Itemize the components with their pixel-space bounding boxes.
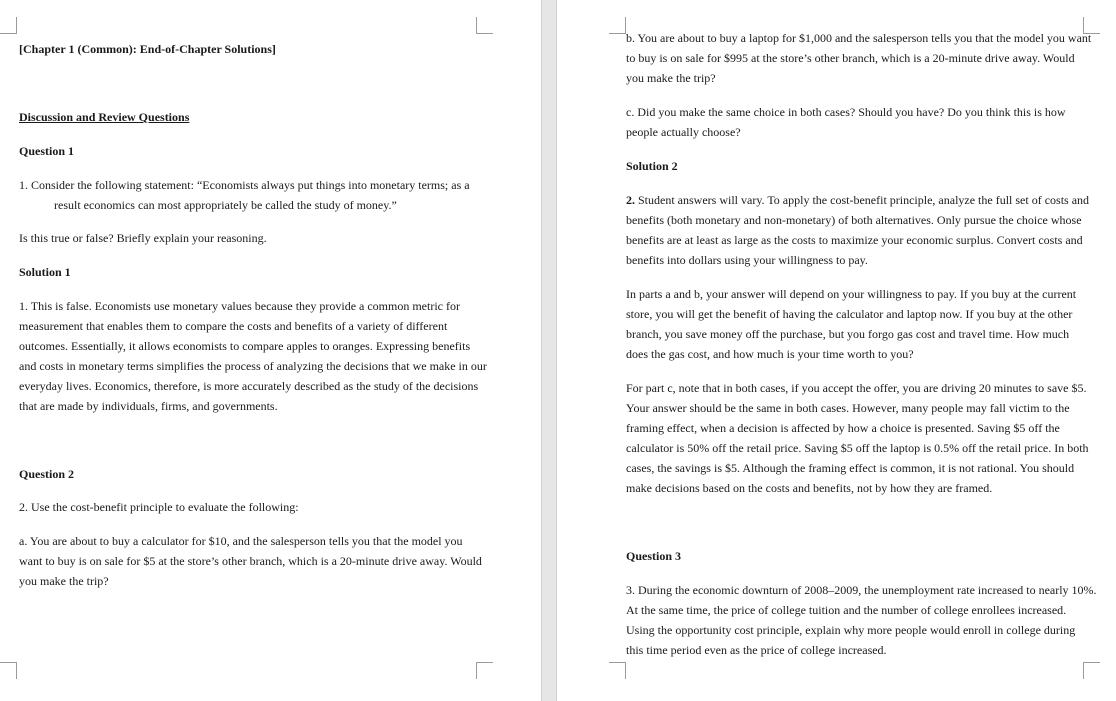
page-gutter xyxy=(541,0,557,701)
question-3-line: this time period even as the price of college increased. xyxy=(626,643,887,657)
question-1-text: result economics can most appropriately be called the study of money.” xyxy=(54,198,397,212)
solution-1-line: outcomes. Essentially, it allows economists to compare apples to oranges. Expressing benefits xyxy=(19,339,471,353)
solution-2-line: Your answer should be the same in both cases. However, many people may fall victim to the xyxy=(626,401,1070,415)
question-2-heading: Question 2 xyxy=(19,467,75,481)
solution-2-line: framing effect, when a decision is affected by how a choice is presented. Saving $5 off the xyxy=(626,421,1060,435)
question-3-line: Using the opportunity cost principle, explain why more people would enroll in college during xyxy=(626,623,1076,637)
solution-1-line: and costs in monetary terms simplifies the process of analyzing the decisions that we make in our xyxy=(19,359,487,373)
question-3-line: At the same time, the price of college tuition and the number of college enrollees increased. xyxy=(626,603,1067,617)
crop-mark-top-left xyxy=(609,17,626,34)
crop-mark-bottom-right xyxy=(1083,662,1100,679)
crop-mark-bottom-left xyxy=(0,662,17,679)
solution-1-line: 1. This is false. Economists use monetary values because they provide a common metric for xyxy=(19,299,460,313)
solution-2-line: benefits are at least as large as the costs to maximize your economic surplus. Convert costs and xyxy=(626,233,1083,247)
solution-2-line: In parts a and b, your answer will depend on your willingness to pay. If you buy at the current xyxy=(626,287,1077,301)
solution-2-number: 2. xyxy=(626,193,635,207)
solution-1-line: that are made by individuals, firms, and governments. xyxy=(19,399,278,413)
solution-2-line: calculator is 50% off the retail price. Saving $5 off the laptop is 0.5% off the retail price. In both xyxy=(626,441,1089,455)
solution-2-text: Student answers will vary. To apply the cost-benefit principle, analyze the full set of costs and xyxy=(635,193,1090,207)
solution-2-line: does the gas cost, and how much is your time worth to you? xyxy=(626,347,914,361)
left-page xyxy=(0,0,541,701)
question-3-heading: Question 3 xyxy=(626,549,682,563)
crop-mark-bottom-right xyxy=(476,662,493,679)
question-2b-line: b. You are about to buy a laptop for $1,000 and the salesperson tells you that the model you want xyxy=(626,31,1092,45)
solution-1-line: measurement that enables them to compare the costs and benefits of a variety of different xyxy=(19,319,448,333)
crop-mark-bottom-left xyxy=(609,662,626,679)
question-2a-line: want to buy is on sale for $5 at the store’s other branch, which is a 20-minute drive away. Would xyxy=(19,554,482,568)
question-2a-line: you make the trip? xyxy=(19,574,109,588)
chapter-heading: [Chapter 1 (Common): End-of-Chapter Solutions] xyxy=(19,42,276,56)
solution-1-heading: Solution 1 xyxy=(19,265,71,279)
solution-2-line: branch, you save money off the purchase, but you forgo gas cost and travel time. How much xyxy=(626,327,1070,341)
solution-2-line: benefits into dollars using your willingness to pay. xyxy=(626,253,868,267)
question-2b-line: you make the trip? xyxy=(626,71,716,85)
right-page xyxy=(557,0,1116,701)
solution-2-line: cases, the savings is $5. Although the framing effect is common, it is not rational. You should xyxy=(626,461,1075,475)
crop-mark-top-right xyxy=(476,17,493,34)
question-3-line: 3. During the economic downturn of 2008–2009, the unemployment rate increased to nearly 10%. xyxy=(626,583,1097,597)
question-2b-line: to buy is on sale for $995 at the store’s other branch, which is a 20-minute drive away. Would xyxy=(626,51,1075,65)
solution-2-line: For part c, note that in both cases, if you accept the offer, you are driving 20 minutes to save $5. xyxy=(626,381,1087,395)
solution-2-line: benefits (both monetary and non-monetary) of both alternatives. Only pursue the choice whose xyxy=(626,213,1082,227)
solution-2-line: store, you will get the benefit of having the calculator and laptop now. If you buy at the other xyxy=(626,307,1073,321)
solution-2-line: make decisions based on the costs and benefits, not by how they are framed. xyxy=(626,481,993,495)
solution-2-heading: Solution 2 xyxy=(626,159,678,173)
question-2a-line: a. You are about to buy a calculator for $10, and the salesperson tells you that the model you xyxy=(19,534,463,548)
crop-mark-top-left xyxy=(0,17,17,34)
question-2-intro: 2. Use the cost-benefit principle to evaluate the following: xyxy=(19,500,299,514)
question-1-prompt: Is this true or false? Briefly explain your reasoning. xyxy=(19,231,267,245)
question-1-text: 1. Consider the following statement: “Economists always put things into monetary terms; as a xyxy=(19,178,470,192)
question-1-heading: Question 1 xyxy=(19,144,75,158)
section-heading: Discussion and Review Questions xyxy=(19,110,190,124)
question-2c-line: c. Did you make the same choice in both cases? Should you have? Do you think this is how xyxy=(626,105,1066,119)
solution-1-line: everyday lives. Economics, therefore, is more accurately described as the study of the decisions xyxy=(19,379,479,393)
solution-2-line xyxy=(626,190,1089,210)
question-2c-line: people actually choose? xyxy=(626,125,741,139)
